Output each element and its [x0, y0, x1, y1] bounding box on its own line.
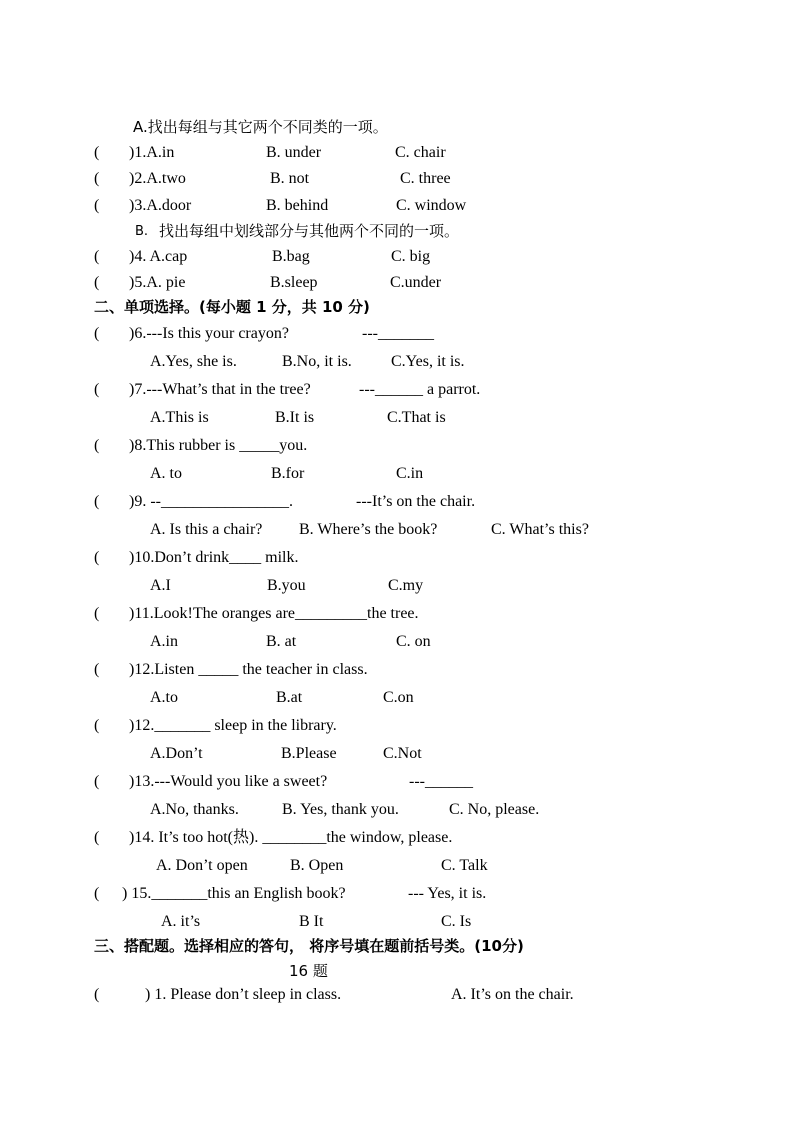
- option-a: A.No, thanks.: [150, 801, 239, 818]
- option-b: B.bag: [272, 248, 310, 265]
- question-stem: )4. A.cap: [129, 248, 188, 265]
- option-b: B.No, it is.: [282, 353, 352, 370]
- answer-paren[interactable]: (: [94, 717, 100, 734]
- option-c: C. big: [391, 248, 431, 265]
- option-c: C. Talk: [441, 857, 488, 874]
- option-b: B.sleep: [270, 274, 318, 291]
- option-c: C.Yes, it is.: [391, 353, 465, 370]
- option-c: C.under: [390, 274, 442, 291]
- answer-paren[interactable]: (: [94, 549, 100, 566]
- option-c: C. What’s this?: [491, 521, 589, 538]
- answer-paren[interactable]: (: [94, 381, 100, 398]
- answer-paren[interactable]: (: [94, 661, 100, 678]
- option-b: B. Open: [290, 857, 344, 874]
- option-b: B.you: [267, 577, 306, 594]
- option-a: A.Don’t: [150, 745, 203, 762]
- part2-heading: 二、单项选择。(每小题 1 分，共 10 分): [94, 298, 370, 316]
- answer-paren[interactable]: (: [94, 248, 100, 265]
- option-b: B. Yes, thank you.: [282, 801, 399, 818]
- option-b: B It: [299, 913, 324, 930]
- answer-paren[interactable]: (: [94, 144, 100, 161]
- option-a: A. Is this a chair?: [150, 521, 263, 538]
- option-a: A. it’s: [161, 913, 201, 930]
- section-a-heading: A.找出每组与其它两个不同类的一项。: [133, 118, 388, 136]
- option-a: A.Yes, she is.: [150, 353, 237, 370]
- option-b: B.for: [271, 465, 305, 482]
- question-stem: )2.A.two: [129, 170, 186, 187]
- option-c: C. Is: [441, 913, 472, 930]
- question-stem: )12._______ sleep in the library.: [129, 717, 337, 734]
- option-c: C. No, please.: [449, 801, 540, 818]
- question-answer-line: ---______ a parrot.: [359, 381, 481, 398]
- option-c: C. three: [400, 170, 451, 187]
- question-stem: ) 1. Please don’t sleep in class.: [145, 986, 342, 1003]
- option-c: C. window: [396, 197, 467, 214]
- question-answer-line: ---______: [409, 773, 473, 790]
- part3-heading: 三、搭配题。选择相应的答句， 将序号填在题前括号类。(10分): [94, 937, 524, 955]
- answer-paren[interactable]: (: [94, 885, 100, 902]
- option-c: C.in: [396, 465, 424, 482]
- option-b: B. at: [266, 633, 297, 650]
- section-b-label: B.: [135, 224, 149, 239]
- question-stem: )12.Listen _____ the teacher in class.: [129, 661, 368, 678]
- option-b: B.at: [276, 689, 303, 706]
- option-b: B.Please: [281, 745, 337, 762]
- section-b-heading: 找出每组中划线部分与其他两个不同的一项。: [159, 222, 460, 240]
- option-c: C. on: [396, 633, 431, 650]
- question-answer-line: ---It’s on the chair.: [356, 493, 476, 510]
- part3-subheading: 16 题: [289, 962, 328, 980]
- answer-paren[interactable]: (: [94, 829, 100, 846]
- question-stem: ) 15._______this an English book?: [122, 885, 346, 902]
- option-c: C.on: [383, 689, 414, 706]
- question-stem: )9. --________________.: [129, 493, 293, 510]
- option-b: B. Where’s the book?: [299, 521, 438, 538]
- option-a: A.in: [150, 633, 178, 650]
- answer-paren[interactable]: (: [94, 493, 100, 510]
- question-stem: )3.A.door: [129, 197, 192, 214]
- answer-paren[interactable]: (: [94, 986, 100, 1003]
- answer-paren[interactable]: (: [94, 437, 100, 454]
- option-c: C. chair: [395, 144, 446, 161]
- option-b: B.It is: [275, 409, 315, 426]
- question-answer-line: ---_______: [362, 325, 434, 342]
- question-stem: )5.A. pie: [129, 274, 186, 291]
- option-a: A. Don’t open: [156, 857, 248, 874]
- question-stem: )8.This rubber is _____you.: [129, 437, 308, 454]
- option-a: A.to: [150, 689, 178, 706]
- matching-answer: A. It’s on the chair.: [451, 986, 574, 1003]
- question-stem: )10.Don’t drink____ milk.: [129, 549, 299, 566]
- question-stem: )13.---Would you like a sweet?: [129, 773, 328, 790]
- question-stem: )6.---Is this your crayon?: [129, 325, 289, 342]
- answer-paren[interactable]: (: [94, 605, 100, 622]
- option-c: C.That is: [387, 409, 446, 426]
- question-stem: )7.---What’s that in the tree?: [129, 381, 311, 398]
- question-answer-line: --- Yes, it is.: [408, 885, 487, 902]
- option-a: A. to: [150, 465, 182, 482]
- option-c: C.my: [388, 577, 424, 594]
- option-b: B. behind: [266, 197, 329, 214]
- option-b: B. under: [266, 144, 322, 161]
- option-b: B. not: [270, 170, 310, 187]
- answer-paren[interactable]: (: [94, 197, 100, 214]
- answer-paren[interactable]: (: [94, 325, 100, 342]
- answer-paren[interactable]: (: [94, 274, 100, 291]
- answer-paren[interactable]: (: [94, 170, 100, 187]
- option-a: A.I: [150, 577, 171, 594]
- option-c: C.Not: [383, 745, 422, 762]
- answer-paren[interactable]: (: [94, 773, 100, 790]
- option-a: A.This is: [150, 409, 209, 426]
- question-stem: )11.Look!The oranges are_________the tree.: [129, 605, 419, 622]
- question-stem: )14. It’s too hot(热). ________the window, please.: [129, 829, 453, 846]
- question-stem: )1.A.in: [129, 144, 175, 161]
